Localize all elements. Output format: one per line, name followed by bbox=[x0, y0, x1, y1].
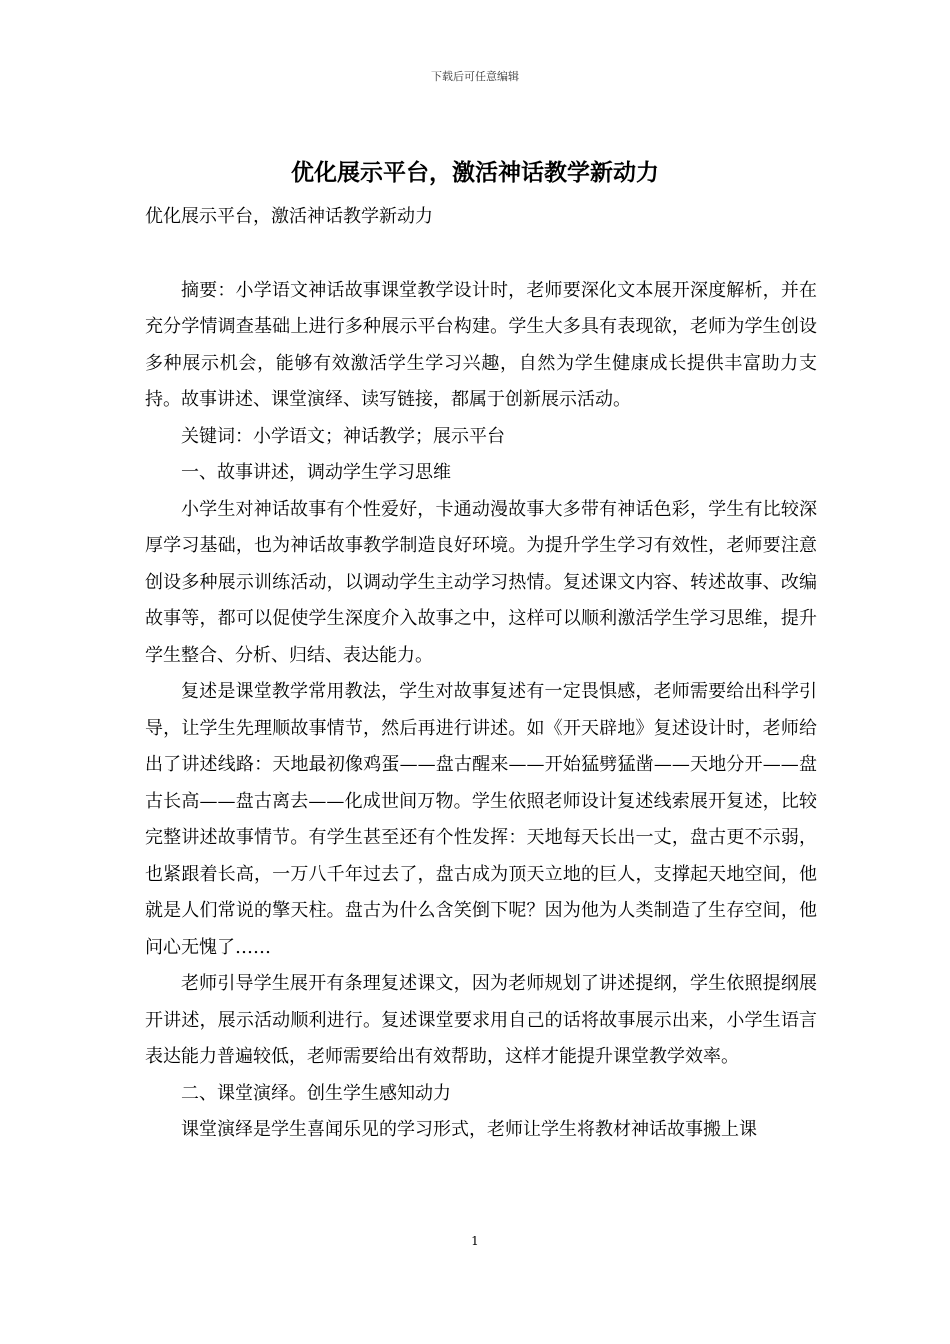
page-number: 1 bbox=[471, 1234, 479, 1248]
document-body bbox=[145, 199, 817, 1149]
document-title: 优化展示平台，激活神话教学新动力 bbox=[291, 159, 659, 186]
body-paragraph: 复述是课堂教学常用教法，学生对故事复述有一定畏惧感，老师需要给出科学引导，让学生先理顺故事情节，然后再进行讲述。如《开天辟地》复述设计时，老师给出了讲述线路：天地最初像鸡蛋——盘古醒来——开始猛劈猛凿——天地分开——盘古长高——盘古离去——化成世间万物。学生依照老师设计复述线索展开复述，比较完整讲述故事情节。有学生甚至还有个性发挥：天地每天长出一丈，盘古更不示弱，也紧跟着长高，一万八千年过去了，盘古成为顶天立地的巨人，支撑起天地空间，他就是人们常说的擎天柱。盘古为什么含笑倒下呢？因为他为人类制造了生存空间，他问心无愧了…… bbox=[145, 681, 817, 958]
document-subtitle: 优化展示平台，激活神话教学新动力 bbox=[145, 206, 433, 227]
section-heading-2: 二、课堂演绎。创生学生感知动力 bbox=[181, 1082, 451, 1104]
section-heading-1: 一、故事讲述，调动学生学习思维 bbox=[181, 462, 451, 483]
header-note: 下载后可任意编辑 bbox=[431, 70, 519, 83]
body-paragraph: 课堂演绎是学生喜闻乐见的学习形式，老师让学生将教材神话故事搬上课 bbox=[181, 1119, 757, 1140]
body-paragraph: 老师引导学生展开有条理复述课文，因为老师规划了讲述提纲，学生依照提纲展开讲述，展示活动顺利进行。复述课堂要求用自己的话将故事展示出来，小学生语言表达能力普遍较低，老师需要给出有效帮助，这样才能提升课堂教学效率。 bbox=[145, 973, 817, 1067]
body-paragraph: 小学生对神话故事有个性爱好，卡通动漫故事大多带有神话色彩，学生有比较深厚学习基础，也为神话故事教学制造良好环境。为提升学生学习有效性，老师要注意创设多种展示训练活动，以调动学生主动学习热情。复述课文内容、转述故事、改编故事等，都可以促使学生深度介入故事之中，这样可以顺利激活学生学习思维，提升学生整合、分析、归结、表达能力。 bbox=[145, 498, 817, 666]
abstract-paragraph: 摘要：小学语文神话故事课堂教学设计时，老师要深化文本展开深度解析，并在充分学情调查基础上进行多种展示平台构建。学生大多具有表现欲，老师为学生创设多种展示机会，能够有效激活学生学习兴趣，自然为学生健康成长提供丰富助力支持。故事讲述、课堂演绎、读写链接，都属于创新展示活动。 bbox=[145, 279, 817, 410]
keywords-paragraph: 关键词：小学语文；神话教学；展示平台 bbox=[181, 425, 505, 447]
